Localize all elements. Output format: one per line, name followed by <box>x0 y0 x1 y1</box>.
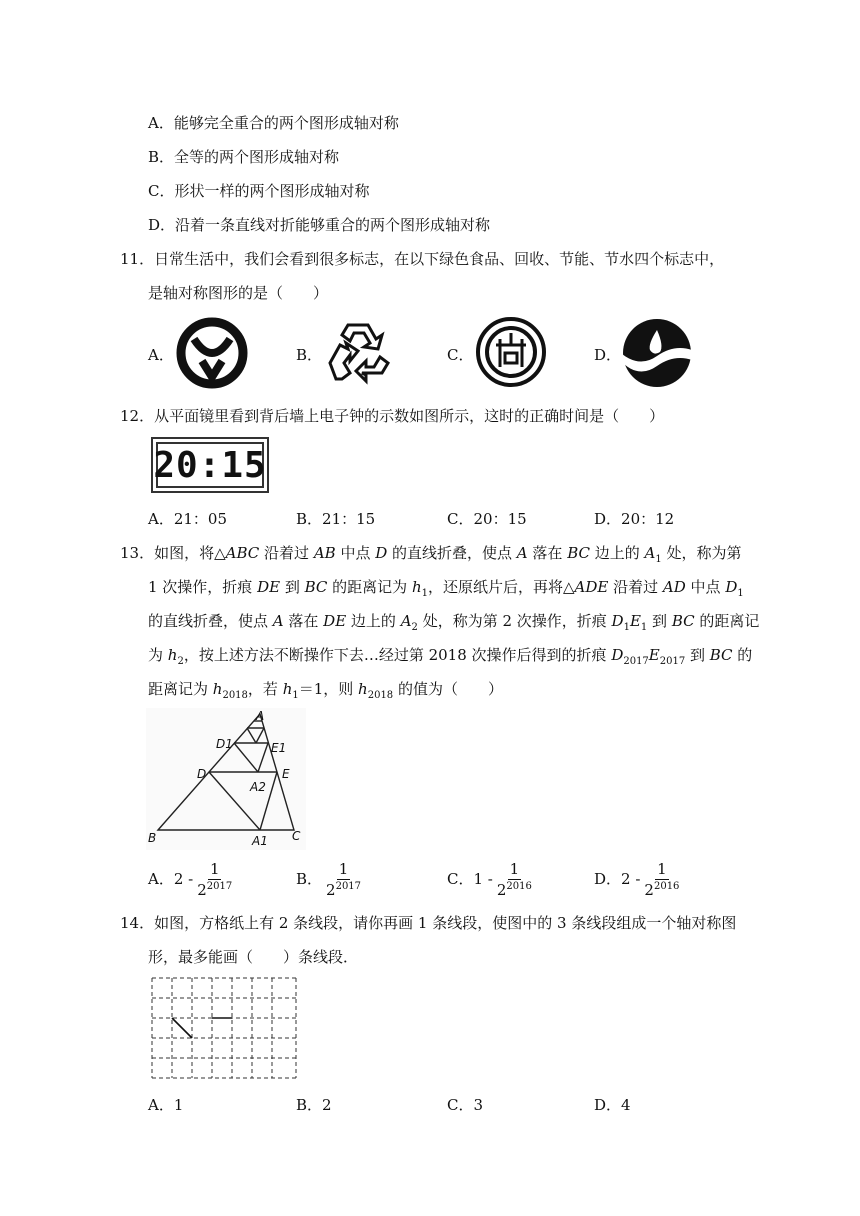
q12-stem: 12．从平面镜里看到背后墙上电子钟的示数如图所示，这时的正确时间是（ ） <box>120 407 665 425</box>
q11-label-c: C． <box>447 346 474 364</box>
label-c: C <box>292 829 301 843</box>
green-food-logo-icon <box>176 317 248 389</box>
q13-stem-line5: 距离记为 $h_{2018}$，若 $h_1=1$，则 $h_{2018}$ 的值为（ ） <box>148 680 503 701</box>
q14-grid-figure <box>150 976 300 1082</box>
water-saving-logo-icon <box>620 316 694 390</box>
clock-display: 20:15 <box>156 442 264 488</box>
q13-option-c: C．1 - $\frac{1}{2^{2016}}$ <box>447 860 532 899</box>
label-a2: A2 <box>250 780 266 794</box>
q14-stem-line1: 14．如图，方格纸上有 2 条线段，请你再画 1 条线段，使图中的 3 条线段组成一个轴对称图 <box>120 914 737 932</box>
q13-triangle-figure <box>146 708 306 850</box>
q13-option-a: A．2 - $\frac{1}{2^{2017}}$ <box>148 860 233 899</box>
q10-option-c: C．形状一样的两个图形成轴对称 <box>148 182 370 200</box>
q13-option-b: B． $\frac{1}{2^{2017}}$ <box>296 860 362 899</box>
q11-label-a: A． <box>148 346 174 364</box>
label-e1: E1 <box>271 741 287 755</box>
q13-stem-line2: 1 次操作，折痕 DE 到 BC 的距离记为 $h_1$，还原纸片后，再将△ADE 沿着过 AD 中点 $D_1$ <box>148 578 744 599</box>
label-d: D <box>197 767 207 781</box>
q12-option-c: C．20：15 <box>447 510 527 528</box>
q14-options <box>148 1094 748 1116</box>
q12-option-b: B．21：15 <box>296 510 376 528</box>
label-a: A <box>256 709 265 723</box>
q11-stem-line2: 是轴对称图形的是（ ） <box>148 284 329 302</box>
q14-option-d: D．4 <box>594 1096 631 1114</box>
q11-stem-line1: 11．日常生活中，我们会看到很多标志，在以下绿色食品、回收、节能、节水四个标志中， <box>120 250 725 268</box>
q13-stem-line4: 为 $h_2$，按上述方法不断操作下去…经过第 2018 次操作后得到的折痕 $D_{2017}E_{2017}$ 到 BC 的 <box>148 646 753 667</box>
q13-stem-line3: 的直线折叠，使点 A 落在 DE 边上的 $A_2$ 处，称为第 2 次操作，折痕 $D_1E_1$ 到 BC 的距离记 <box>148 612 760 633</box>
q14-option-c: C．3 <box>447 1096 484 1114</box>
q14-option-a: A．1 <box>148 1096 184 1114</box>
q12-options <box>148 508 748 530</box>
q11-label-b: B． <box>296 346 323 364</box>
label-b: B <box>148 831 157 845</box>
label-e: E <box>282 767 290 781</box>
q14-stem-line2: 形，最多能画（ ）条线段． <box>148 948 359 966</box>
q14-option-b: B．2 <box>296 1096 332 1114</box>
label-a1: A1 <box>252 834 268 848</box>
q13-options <box>148 860 748 899</box>
q13-option-d: D．2 - $\frac{1}{2^{2016}}$ <box>594 860 680 899</box>
q12-option-d: D．20：12 <box>594 510 675 528</box>
q10-option-d: D．沿着一条直线对折能够重合的两个图形成轴对称 <box>148 216 491 234</box>
q12-option-a: A．21：05 <box>148 510 228 528</box>
q13-stem-line1: 13．如图，将△ABC 沿着过 AB 中点 D 的直线折叠，使点 A 落在 BC 边上的 $A_1$ 处，称为第 <box>120 544 742 565</box>
q11-label-d: D． <box>594 346 622 364</box>
label-d1: D1 <box>216 737 233 751</box>
recycle-logo-icon <box>322 317 394 389</box>
energy-saving-logo-icon <box>474 315 548 389</box>
q10-option-a: A．能够完全重合的两个图形成轴对称 <box>148 114 399 132</box>
q10-option-b: B．全等的两个图形成轴对称 <box>148 148 340 166</box>
digital-clock-mirror <box>151 437 269 493</box>
